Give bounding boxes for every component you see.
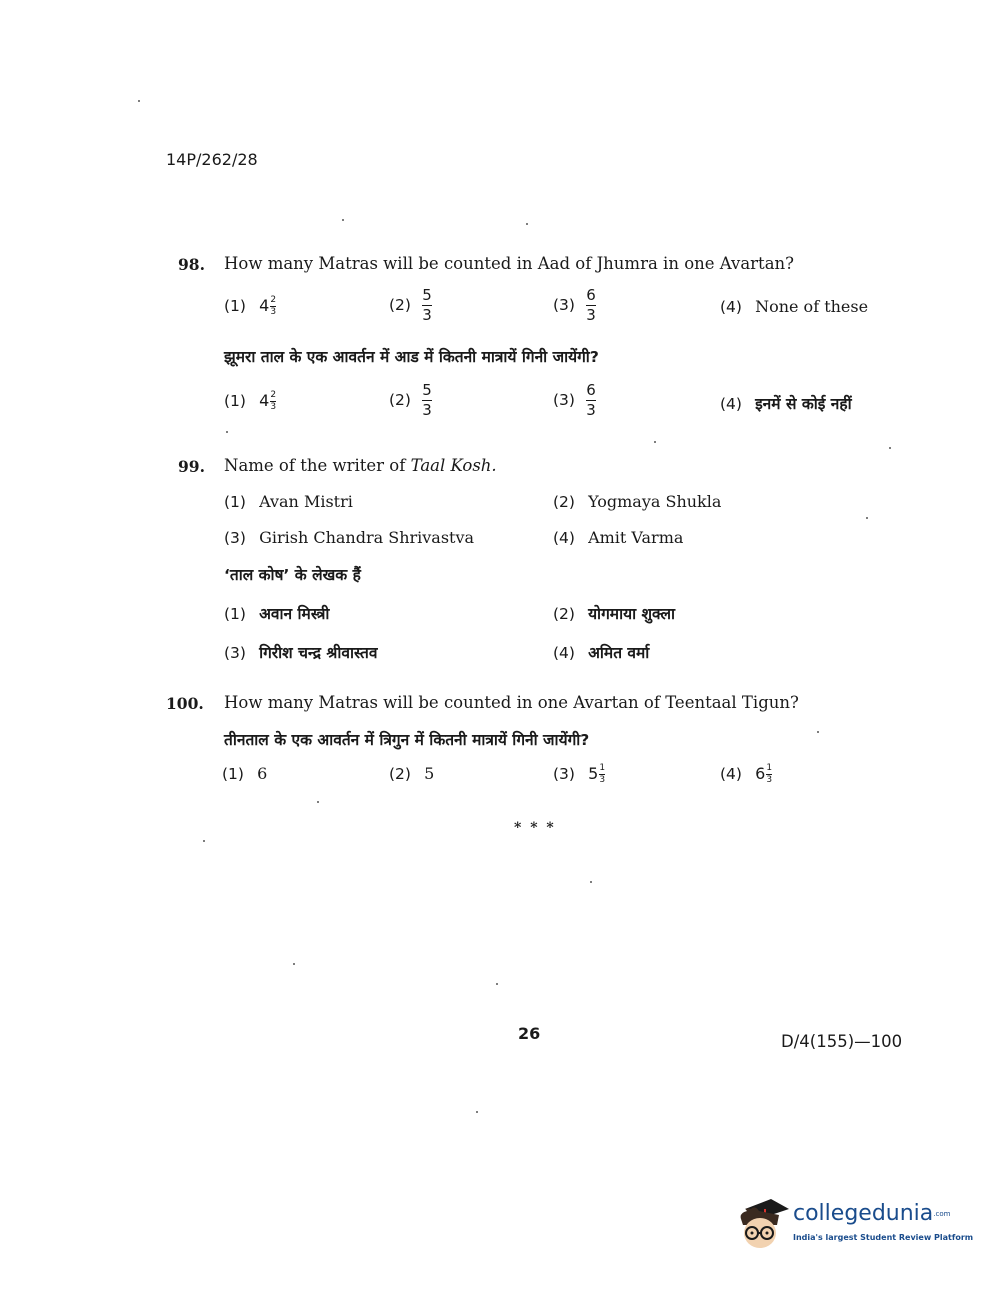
question-number-99: 99. xyxy=(178,457,205,476)
q99-option-4-hi: (4) अमित वर्मा xyxy=(553,644,650,662)
page-number: 26 xyxy=(518,1024,541,1043)
question-98-english: How many Matras will be counted in Aad of Jhumra in one Avartan? xyxy=(224,254,794,273)
scan-speck xyxy=(138,100,140,102)
q98-option-1-hi: (1) 4 $\frac{2}{3}$ xyxy=(224,390,277,412)
question-number-100: 100. xyxy=(166,694,204,713)
question-100-english: How many Matras will be counted in one Avartan of Teentaal Tigun? xyxy=(224,693,799,712)
scan-speck xyxy=(817,731,819,733)
q99-option-3-hi: (3) गिरीश चन्द्र श्रीवास्तव xyxy=(224,644,378,662)
q99-option-1-en: (1) Avan Mistri xyxy=(224,492,353,511)
scan-speck xyxy=(203,840,205,842)
q100-option-2: (2) 5 xyxy=(389,764,435,783)
scan-speck xyxy=(654,441,656,443)
question-99-hindi: ‘ताल कोष’ के लेखक हैं xyxy=(224,566,361,584)
q98-option-3-hi: (3) $\frac{6}{3}$ xyxy=(553,381,596,419)
scan-speck xyxy=(889,447,891,449)
q98-option-1-en: (1) 4 $\frac{2}{3}$ xyxy=(224,295,277,317)
logo-tagline: India's largest Student Review Platform xyxy=(793,1233,974,1242)
q100-option-3: (3) 5 $\frac{1}{3}$ xyxy=(553,763,606,785)
scan-speck xyxy=(496,983,498,985)
q98-option-4-en: (4) None of these xyxy=(720,297,869,316)
question-number-98: 98. xyxy=(178,255,205,274)
question-98-hindi: झूमरा ताल के एक आवर्तन में आड में कितनी मात्रायें गिनी जायेंगी? xyxy=(224,348,599,366)
logo-wordmark: collegedunia.com xyxy=(793,1201,951,1226)
q99-option-3-en: (3) Girish Chandra Shrivastva xyxy=(224,528,475,547)
scan-speck xyxy=(293,963,295,965)
question-99-english: Name of the writer of Taal Kosh. xyxy=(224,456,497,475)
q100-option-4: (4) 6 $\frac{1}{3}$ xyxy=(720,763,773,785)
q99-option-2-en: (2) Yogmaya Shukla xyxy=(553,492,722,511)
footer-code: D/4(155)—100 xyxy=(781,1032,903,1051)
q99-option-1-hi: (1) अवान मिस्त्री xyxy=(224,605,330,623)
collegedunia-logo[interactable] xyxy=(735,1195,974,1255)
question-100-hindi: तीनताल के एक आवर्तन में त्रिगुन में कितनी मात्रायें गिनी जायेंगी? xyxy=(224,731,590,749)
scan-speck xyxy=(226,431,228,433)
scan-speck xyxy=(526,223,528,225)
scan-speck xyxy=(866,517,868,519)
q99-option-2-hi: (2) योगमाया शुक्ला xyxy=(553,605,675,623)
scan-speck xyxy=(590,881,592,883)
q100-option-1: (1) 6 xyxy=(222,764,268,783)
q98-option-4-hi: (4) इनमें से कोई नहीं xyxy=(720,395,852,413)
paper-code: 14P/262/28 xyxy=(166,150,258,169)
q98-option-2-en: (2) $\frac{5}{3}$ xyxy=(389,286,432,324)
mascot-icon xyxy=(735,1195,791,1255)
scan-speck xyxy=(317,801,319,803)
scan-speck xyxy=(342,219,344,221)
q98-option-2-hi: (2) $\frac{5}{3}$ xyxy=(389,381,432,419)
q98-option-3-en: (3) $\frac{6}{3}$ xyxy=(553,286,596,324)
q99-option-4-en: (4) Amit Varma xyxy=(553,528,684,547)
end-marker: * * * xyxy=(514,820,556,836)
scan-speck xyxy=(476,1111,478,1113)
